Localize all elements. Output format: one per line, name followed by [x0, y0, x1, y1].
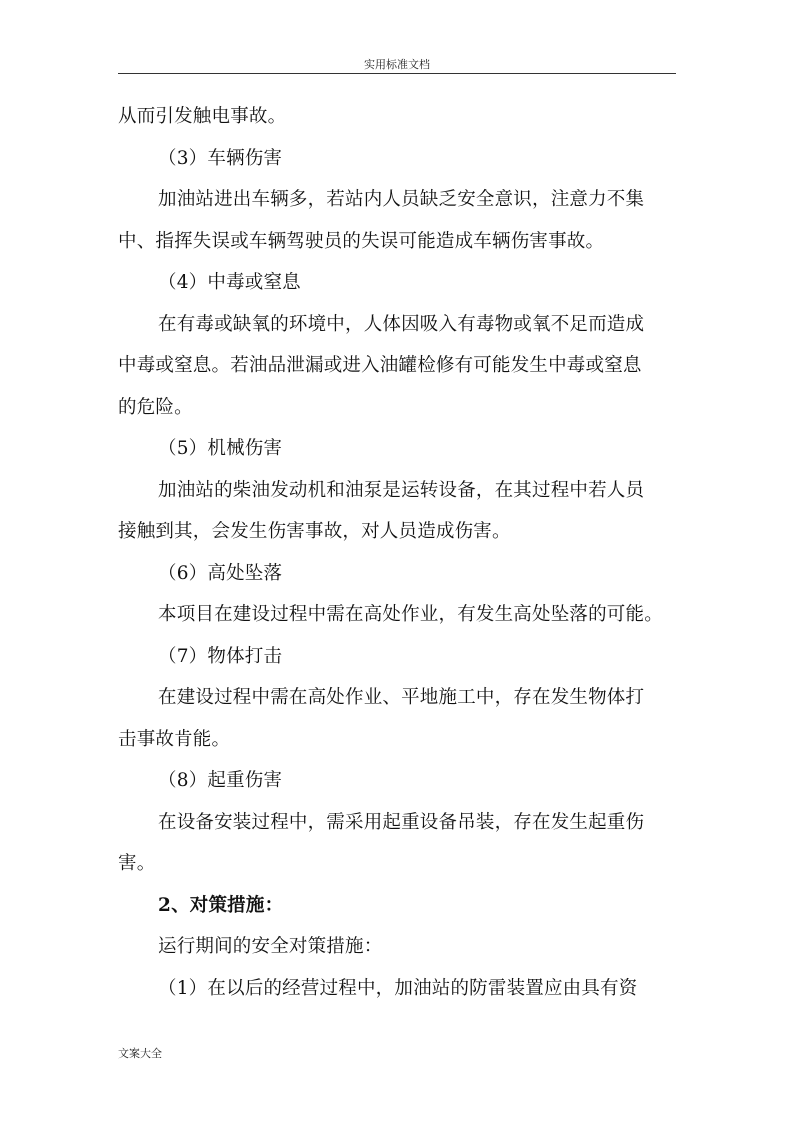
text-line: （8）起重伤害: [158, 770, 283, 791]
text-line: 的危险。: [118, 396, 193, 418]
text-line: （1）在以后的经营过程中，加油站的防雷装置应由具有资: [158, 977, 638, 999]
text-line: 本项目在建设过程中需在高处作业，有发生高处坠落的可能。: [158, 604, 663, 625]
text-line: 害。: [118, 853, 156, 874]
text-line: 从而引发触电事故。: [118, 106, 287, 127]
text-line: 加油站进出车辆多，若站内人员缺乏安全意识，注意力不集: [158, 189, 645, 210]
text-line: 中毒或窒息。若油品泄漏或进入油罐检修有可能发生中毒或窒息: [118, 355, 642, 376]
page-footer: 文案大全: [118, 1047, 162, 1060]
text-line: （7）物体打击: [158, 645, 283, 667]
text-line: （6）高处坠落: [158, 562, 283, 584]
text-line: 在建设过程中需在高处作业、平地施工中，存在发生物体打: [158, 687, 645, 708]
text-line: （5）机械伤害: [158, 438, 283, 459]
text-line: 加油站的柴油发动机和油泵是运转设备，在其过程中若人员: [158, 479, 645, 501]
text-line: （4）中毒或窒息: [158, 272, 301, 293]
text-line: 在设备安装过程中，需采用起重设备吊装，存在发生起重伤: [158, 811, 645, 833]
text-line: 接触到其，会发生伤害事故，对人员造成伤害。: [118, 521, 511, 542]
text-line: 击事故肯能。: [118, 728, 231, 750]
text-line: 中、指挥失误或车辆驾驶员的失误可能造成车辆伤害事故。: [118, 230, 605, 252]
header-rule: [118, 73, 676, 74]
page-header: 实用标准文档: [364, 58, 430, 71]
document-body: [118, 96, 678, 1009]
text-line: （3）车辆伤害: [158, 147, 283, 169]
text-line: 在有毒或缺氧的环境中，人体因吸入有毒物或氧不足而造成: [158, 313, 645, 335]
section-heading: 2、对策措施：: [158, 894, 284, 916]
text-line: 运行期间的安全对策措施：: [158, 936, 383, 957]
